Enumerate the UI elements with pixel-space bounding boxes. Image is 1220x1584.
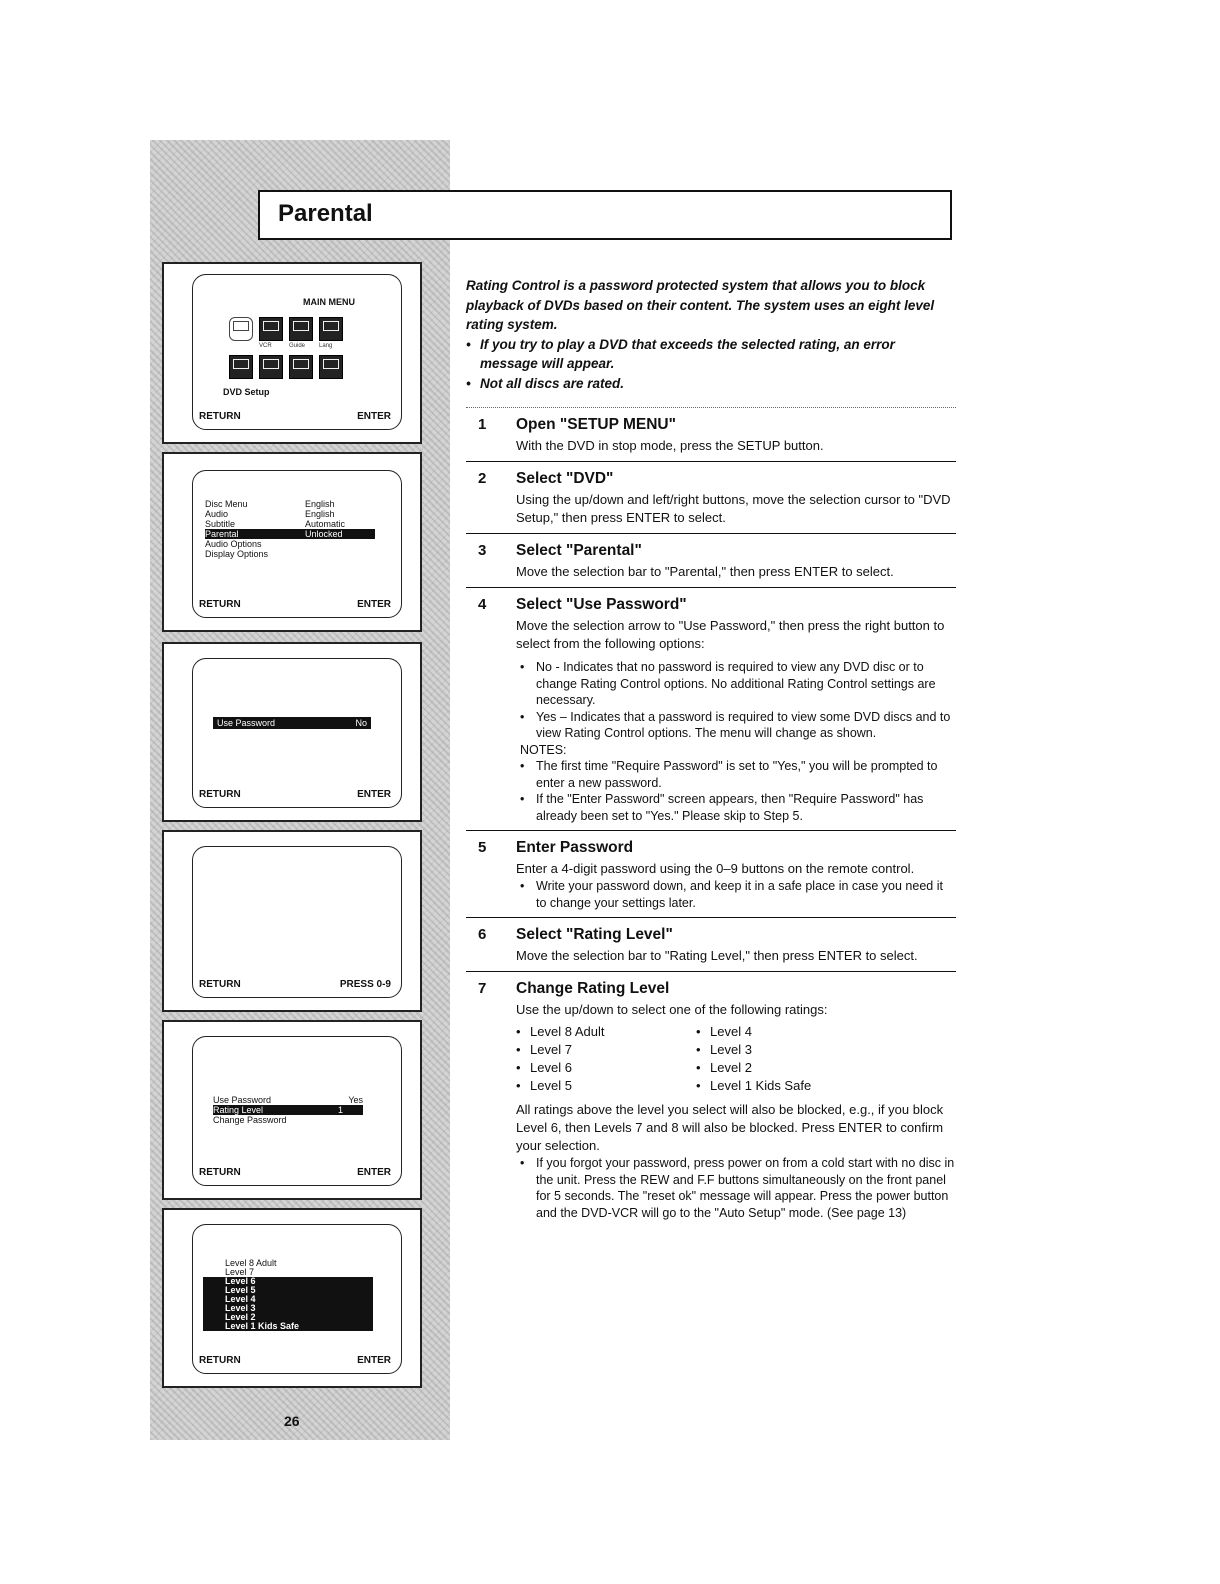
panel-rating-list <box>162 1208 422 1388</box>
guide-icon <box>289 317 313 341</box>
program-icon <box>229 355 253 379</box>
return-label: RETURN <box>199 599 241 610</box>
step-title: Change Rating Level <box>516 980 670 997</box>
step-7 <box>466 972 956 1227</box>
panel-rating-menu <box>162 1020 422 1200</box>
step-number: 1 <box>478 416 487 433</box>
rating-item: Level 3 <box>203 1304 373 1313</box>
press-digits-label: PRESS 0-9 <box>339 979 391 990</box>
vcr-icon <box>259 317 283 341</box>
rating-option: • Level 5 <box>516 1077 696 1095</box>
step-2 <box>466 462 956 534</box>
screen-use-password <box>192 658 402 808</box>
enter-label: ENTER <box>357 1167 391 1178</box>
page-number: 26 <box>284 1413 300 1429</box>
note-item: • If the "Enter Password" screen appears, then "Require Password" has already been set to "Yes." Please skip to Step 5. <box>520 791 956 824</box>
step-body: Using the up/down and left/right buttons, move the selection cursor to "DVD Setup," then press ENTER to select. <box>516 492 951 525</box>
enter-label: ENTER <box>357 789 391 800</box>
step-note: All ratings above the level you select will also be blocked, e.g., if you block Level 6, then Levels 7 and 8 will also be blocked. Press ENTER to confirm your selection. <box>516 1102 944 1153</box>
exit-icon <box>319 355 343 379</box>
screen-rating-list <box>192 1224 402 1374</box>
step-number: 7 <box>478 980 487 997</box>
step-options <box>520 659 956 824</box>
menu-row-selected: Rating Level 1 <box>213 1105 363 1115</box>
intro <box>466 276 956 393</box>
menu-row: Use Password Yes <box>213 1095 363 1105</box>
main-menu-label: MAIN MENU <box>303 297 355 307</box>
rating-option: • Level 2 <box>696 1059 876 1077</box>
setup-row: Display Options <box>205 549 269 559</box>
screen-footer <box>199 599 391 610</box>
screen-footer <box>199 979 391 990</box>
icon-label-vcr: VCR <box>259 343 272 349</box>
rating-item: Level 7 <box>225 1267 255 1277</box>
step-5 <box>466 831 956 918</box>
step-title: Enter Password <box>516 839 634 856</box>
notes-label: NOTES: <box>520 742 567 757</box>
language-icon <box>319 317 343 341</box>
rating-option: • Level 6 <box>516 1059 696 1077</box>
selected-item: DVD Setup <box>223 387 270 397</box>
step-number: 5 <box>478 839 487 856</box>
dvd-icon <box>229 317 253 341</box>
rating-list <box>203 1259 373 1331</box>
icon-label-language: Lang <box>319 343 333 349</box>
rating-option: • Level 4 <box>696 1023 876 1041</box>
rating-option: • Level 7 <box>516 1041 696 1059</box>
return-label: RETURN <box>199 411 241 422</box>
step-number: 3 <box>478 542 487 559</box>
step-3 <box>466 534 956 588</box>
return-label: RETURN <box>199 979 241 990</box>
rating-option: • Level 1 Kids Safe <box>696 1077 876 1095</box>
screen-dvd-setup <box>192 470 402 618</box>
step-title: Select "DVD" <box>516 470 614 487</box>
step-6 <box>466 918 956 972</box>
step-number: 6 <box>478 926 487 943</box>
step-options <box>520 878 956 911</box>
step-title: Select "Use Password" <box>516 596 687 613</box>
intro-bullet: • If you try to play a DVD that exceeds the selected rating, an error message will appear. <box>466 335 956 374</box>
enter-label: ENTER <box>357 411 391 422</box>
step-number: 2 <box>478 470 487 487</box>
step-4 <box>466 588 956 831</box>
setup-row: Subtitle Automatic <box>205 519 346 529</box>
rating-item: Level 5 <box>203 1286 373 1295</box>
option-item: • Write your password down, and keep it in a safe place in case you need it to change your settings later. <box>520 878 956 911</box>
step-body: Enter a 4-digit password using the 0–9 buttons on the remote control. <box>516 861 915 876</box>
screen-main-menu <box>192 274 402 430</box>
tip-item: • If you forgot your password, press power on from a cold start with no disc in the unit. Press the REW and F.F buttons simultaneously on the front panel for 5 seconds. The "reset ok" message will appear. Press the power button and the DVD-VCR will go to the "Auto Setup" mode. (See page 13) <box>520 1155 956 1221</box>
enter-label: ENTER <box>357 1355 391 1366</box>
rating-option: • Level 3 <box>696 1041 876 1059</box>
panel-enter-password <box>162 830 422 1012</box>
step-title: Select "Rating Level" <box>516 926 673 943</box>
page-title: Parental <box>278 200 373 227</box>
clock-icon <box>259 355 283 379</box>
rating-item: Level 4 <box>203 1295 373 1304</box>
screen-enter-password <box>192 846 402 998</box>
intro-bullet: • Not all discs are rated. <box>466 374 956 394</box>
step-body: Move the selection bar to "Parental," then press ENTER to select. <box>516 564 894 579</box>
screen-footer <box>199 1167 391 1178</box>
setup-list <box>205 499 375 559</box>
step-tips <box>520 1155 956 1221</box>
setup-row: Disc Menu English <box>205 499 335 509</box>
ratings-columns <box>516 1023 956 1095</box>
return-label: RETURN <box>199 1167 241 1178</box>
screen-footer <box>199 1355 391 1366</box>
screen-footer <box>199 789 391 800</box>
step-1 <box>466 408 956 462</box>
setup-row: Audio Options <box>205 539 262 549</box>
rating-item: Level 6 <box>203 1277 373 1286</box>
note-item: • The first time "Require Password" is set to "Yes," you will be prompted to enter a new password. <box>520 758 956 791</box>
enter-label: ENTER <box>357 599 391 610</box>
panel-dvd-setup <box>162 452 422 632</box>
option-item: • Yes – Indicates that a password is required to view some DVD discs and to view Rating Control options. The menu will change as shown. <box>520 709 956 742</box>
screen-rating-menu <box>192 1036 402 1186</box>
option-item: • No - Indicates that no password is required to view any DVD disc or to change Rating Control options. No additional Rating Control settings are necessary. <box>520 659 956 709</box>
step-body: Move the selection bar to "Rating Level," then press ENTER to select. <box>516 948 918 963</box>
step-number: 4 <box>478 596 487 613</box>
screen-footer <box>199 411 391 422</box>
instructions <box>466 276 956 1227</box>
rating-menu-list <box>213 1095 363 1125</box>
setup-row-selected: Parental Unlocked <box>205 529 375 539</box>
setup-row: Audio English <box>205 509 335 519</box>
step-body: With the DVD in stop mode, press the SETUP button. <box>516 438 824 453</box>
return-label: RETURN <box>199 1355 241 1366</box>
rating-item: Level 2 <box>203 1313 373 1322</box>
step-body: Use the up/down to select one of the following ratings: <box>516 1002 828 1017</box>
menu-row: Change Password <box>213 1115 287 1125</box>
step-title: Open "SETUP MENU" <box>516 416 676 433</box>
channel-icon <box>289 355 313 379</box>
rating-item: Level 1 Kids Safe <box>203 1322 373 1331</box>
rating-item: Level 8 Adult <box>225 1258 277 1268</box>
use-password-bar: Use Password No <box>213 717 371 729</box>
intro-text: Rating Control is a password protected system that allows you to block playback of DVDs based on their content. The system uses an eight level rating system. <box>466 278 935 332</box>
step-title: Select "Parental" <box>516 542 642 559</box>
step-body: Move the selection arrow to "Use Password," then press the right button to select from the following options: <box>516 618 945 651</box>
title-bar <box>258 190 952 240</box>
icon-label-guide: Guide <box>289 343 306 349</box>
panel-main-menu <box>162 262 422 444</box>
rating-option: • Level 8 Adult <box>516 1023 696 1041</box>
panel-use-password <box>162 642 422 822</box>
return-label: RETURN <box>199 789 241 800</box>
